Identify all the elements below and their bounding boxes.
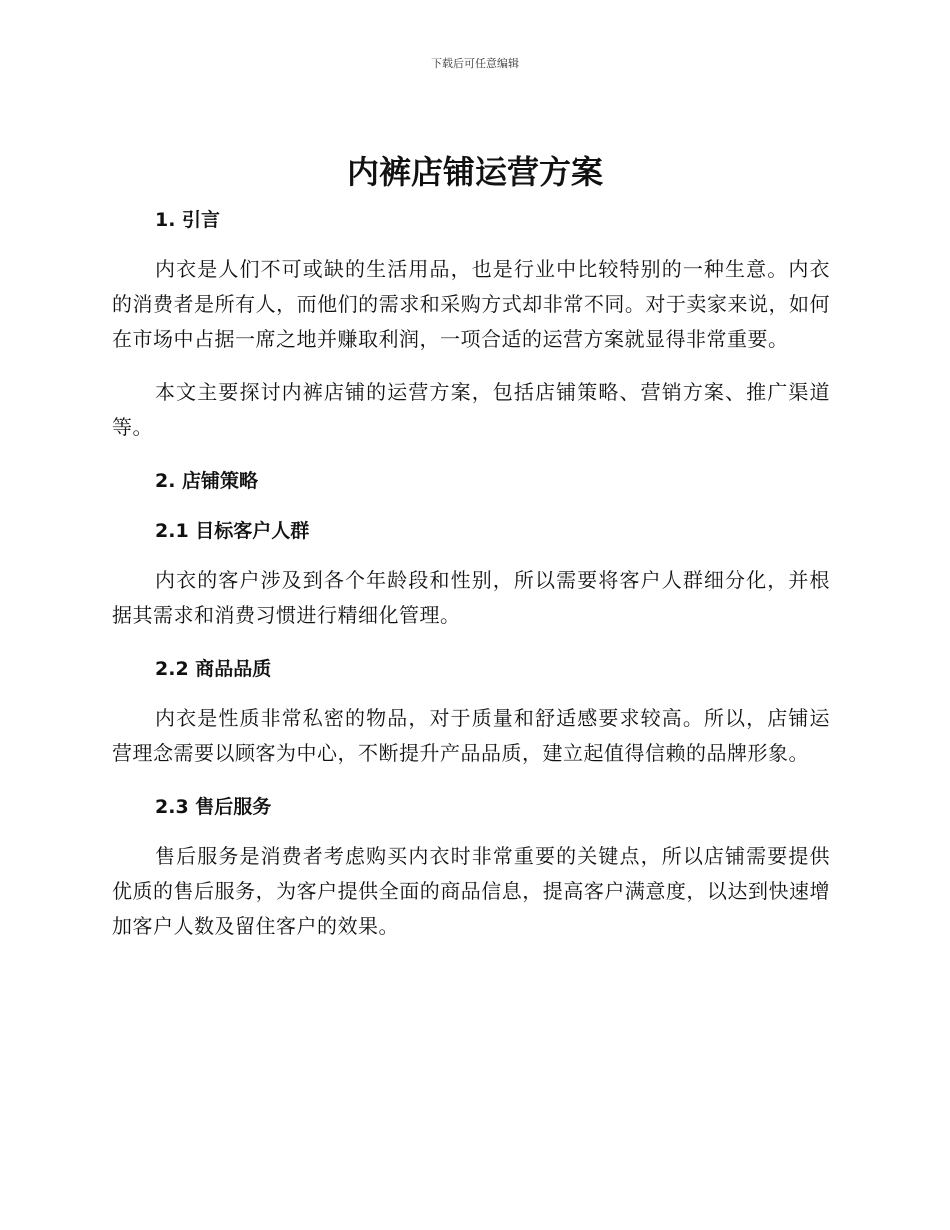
document-body bbox=[112, 202, 830, 962]
section-heading-introduction: 1. 引言 bbox=[155, 209, 221, 231]
paragraph-introduction-1: 内衣是人们不可或缺的生活用品，也是行业中比较特别的一种生意。内衣的消费者是所有人，而他们的需求和采购方式却非常不同。对于卖家来说，如何在市场中占据一席之地并赚取利润，一项合适的运营方案就显得非常重要。 bbox=[112, 257, 830, 351]
section-heading-store-strategy: 2. 店铺策略 bbox=[155, 470, 259, 492]
paragraph-after-sales: 售后服务是消费者考虑购买内衣时非常重要的关键点，所以店铺需要提供优质的售后服务，为客户提供全面的商品信息，提高客户满意度，以达到快速增加客户人数及留住客户的效果。 bbox=[112, 844, 830, 938]
document-title: 内裤店铺运营方案 bbox=[346, 153, 603, 191]
paragraph-introduction-2: 本文主要探讨内裤店铺的运营方案，包括店铺策略、营销方案、推广渠道等。 bbox=[112, 380, 830, 439]
page-header-note: 下载后可任意编辑 bbox=[431, 57, 519, 70]
section-heading-after-sales: 2.3 售后服务 bbox=[155, 796, 272, 818]
paragraph-target-customers: 内衣的客户涉及到各个年龄段和性别，所以需要将客户人群细分化，并根据其需求和消费习惯进行精细化管理。 bbox=[112, 568, 830, 627]
section-heading-target-customers: 2.1 目标客户人群 bbox=[155, 520, 310, 542]
paragraph-product-quality: 内衣是性质非常私密的物品，对于质量和舒适感要求较高。所以，店铺运营理念需要以顾客为中心，不断提升产品品质，建立起值得信赖的品牌形象。 bbox=[112, 706, 830, 765]
section-heading-product-quality: 2.2 商品品质 bbox=[155, 658, 272, 680]
